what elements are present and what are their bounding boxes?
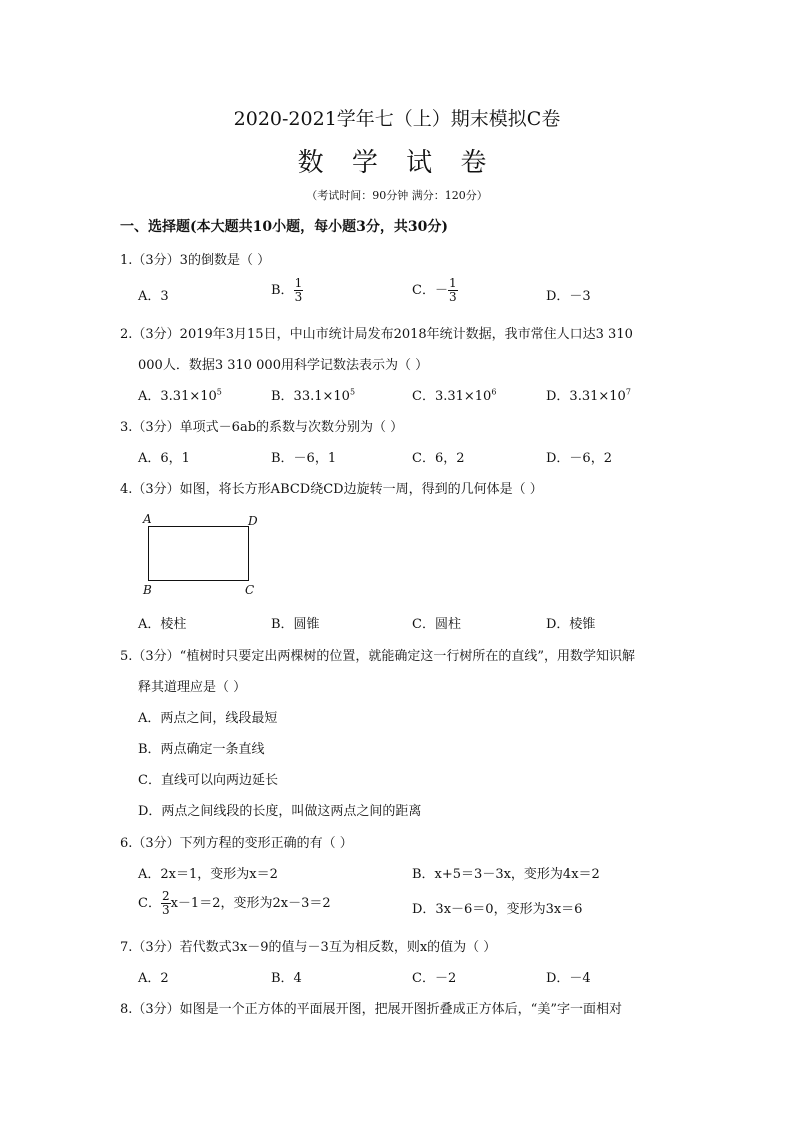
q2-line2: 000人．数据3 310 000用科学记数法表示为（ ） [138, 358, 429, 373]
q2-option-d [546, 385, 631, 404]
q6-stem: 6.（3分）下列方程的变形正确的有（ ） [120, 836, 353, 851]
q3-option-d: D．－6，2 [546, 451, 612, 466]
q4-option-c: C．圆柱 [412, 617, 461, 632]
q1-b-den: 3 [294, 290, 303, 304]
q2-b-base: B．33.1×10 [271, 389, 350, 404]
section-heading: 一、选择题(本大题共10小题，每小题3分，共30分) [120, 219, 448, 235]
q1-c-num: 1 [448, 276, 457, 290]
q1-option-c [412, 277, 458, 304]
q1-b-fraction [294, 277, 304, 304]
q4-stem: 4.（3分）如图，将长方形ABCD绕CD边旋转一周，得到的几何体是（ ） [120, 482, 543, 497]
q2-c-exp: 6 [491, 387, 497, 397]
q1-c-fraction [448, 277, 458, 304]
q3-option-b: B．－6，1 [271, 451, 337, 466]
q1-option-b [271, 277, 303, 304]
q2-a-base: A．3.31×10 [138, 389, 217, 404]
q5-option-a: A．两点之间，线段最短 [138, 711, 278, 726]
q5-option-c: C．直线可以向两边延长 [138, 773, 278, 788]
q7-stem: 7.（3分）若代数式3x－9的值与－3互为相反数，则x的值为（ ） [120, 940, 497, 955]
q1-c-prefix: C．－ [412, 283, 448, 298]
q3-option-a: A．6，1 [138, 451, 190, 466]
q2-line1: 2.（3分）2019年3月15日，中山市统计局发布2018年统计数据，我市常住人口达3 310 [120, 327, 633, 342]
vertex-d-label: D [248, 514, 258, 528]
q1-option-a: A．3 [138, 289, 169, 304]
exam-subtitle: 数 学 试 卷 [297, 148, 497, 178]
q5-option-b: B．两点确定一条直线 [138, 742, 265, 757]
q7-option-d: D．－4 [546, 971, 591, 986]
q2-b-exp: 5 [349, 387, 356, 397]
q4-option-b: B．圆锥 [271, 617, 320, 632]
q2-a-exp: 5 [216, 387, 222, 397]
q4-option-a: A．棱柱 [138, 617, 187, 632]
q6-c-rest: x－1＝2，变形为2x－3＝2 [170, 896, 331, 911]
q6-option-b: B．x+5＝3－3x，变形为4x＝2 [412, 867, 600, 882]
q5-line1: 5.（3分）“植树时只要定出两棵树的位置，就能确定这一行树所在的直线”，用数学知识解 [120, 649, 635, 664]
q1-b-num: 1 [294, 276, 303, 290]
vertex-a-label: A [143, 512, 152, 526]
q5-option-d: D．两点之间线段的长度，叫做这两点之间的距离 [138, 804, 422, 819]
q5-line2: 释其道理应是（ ） [138, 680, 247, 695]
q1-option-d: D．－3 [546, 289, 591, 304]
q2-c-base: C．3.31×10 [412, 389, 492, 404]
q2-d-base: D．3.31×10 [546, 389, 626, 404]
q3-stem: 3.（3分）单项式－6ab的系数与次数分别为（ ） [120, 420, 404, 435]
q7-option-b: B．4 [271, 971, 302, 986]
q6-c-fraction [161, 890, 171, 917]
q6-option-d: D．3x－6＝0，变形为3x＝6 [412, 902, 583, 917]
q6-c-den: 3 [161, 903, 170, 917]
q8-stem: 8.（3分）如图是一个正方体的平面展开图，把展开图折叠成正方体后，“美”字一面相对 [120, 1002, 622, 1017]
q6-option-c [138, 890, 331, 917]
q6-c-num: 2 [161, 889, 170, 903]
q6-option-a: A．2x＝1，变形为x＝2 [138, 867, 278, 882]
q7-option-c: C．－2 [412, 971, 457, 986]
exam-note: （考试时间：90分钟 满分：120分） [306, 189, 488, 202]
q1-b-prefix: B． [271, 283, 294, 298]
q2-option-b [271, 385, 355, 404]
q3-option-c: C．6，2 [412, 451, 465, 466]
q2-option-a [138, 385, 222, 404]
q2-option-c [412, 385, 496, 404]
q1-c-den: 3 [448, 290, 457, 304]
exam-title: 2020-2021学年七（上）期末模拟C卷 [233, 108, 561, 130]
vertex-c-label: C [245, 583, 255, 597]
vertex-b-label: B [143, 583, 152, 597]
rectangle-abcd [148, 526, 249, 581]
q6-c-prefix: C． [138, 896, 161, 911]
q7-option-a: A．2 [138, 971, 169, 986]
q2-d-exp: 7 [625, 387, 631, 397]
q4-option-d: D．棱锥 [546, 617, 596, 632]
q1-stem: 1.（3分）3的倒数是（ ） [120, 253, 271, 268]
